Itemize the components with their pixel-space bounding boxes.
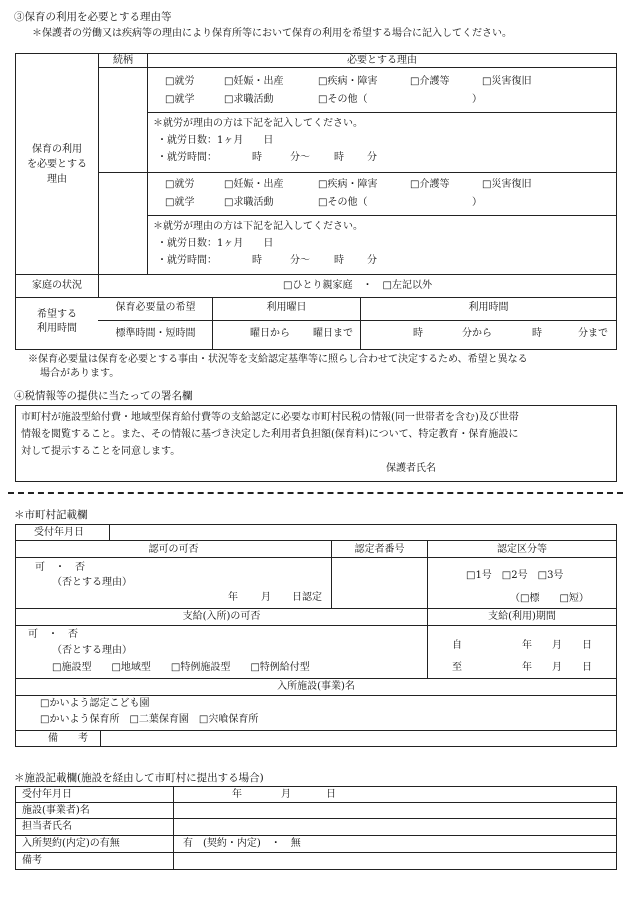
opt-study-2[interactable]: □就学 bbox=[165, 197, 195, 208]
wish-header-time: 利用時間 bbox=[468, 302, 509, 313]
certifier-header: 認定者番号 bbox=[354, 544, 405, 555]
period-unit: 年 bbox=[522, 640, 532, 651]
admit-header: 支給(入所)の可否 bbox=[182, 611, 261, 622]
period-unit: 日 bbox=[582, 662, 592, 673]
facility-option-row2[interactable]: □かいよう保育所 □二葉保育園 □宍喰保育所 bbox=[40, 714, 259, 725]
opt-disaster-2[interactable]: □災害復旧 bbox=[482, 179, 532, 190]
period-header: 支給(利用)期間 bbox=[488, 611, 556, 622]
opt-jobseek-2[interactable]: □求職活動 bbox=[224, 197, 274, 208]
footnote-line2: 場合があります。 bbox=[40, 368, 120, 379]
opt-other-2[interactable]: □その他（ bbox=[318, 197, 368, 208]
wish-label-line1: 希望する bbox=[37, 309, 77, 320]
wish-label-line2: 利用時間 bbox=[37, 323, 77, 334]
left-label-line3: 理由 bbox=[47, 174, 67, 185]
consent-line3: 対して提示することを同意します。 bbox=[21, 446, 181, 457]
inst-row-label: 担当者氏名 bbox=[22, 821, 72, 832]
opt-study-1[interactable]: □就学 bbox=[165, 94, 195, 105]
facility-type-options[interactable]: □施設型 □地域型 □特例施設型 □特例給付型 bbox=[52, 662, 310, 673]
inst-date-unit: 月 bbox=[281, 789, 291, 800]
city-section-title: ＊市町村記載欄 bbox=[14, 509, 88, 521]
approval-date-unit: 日認定 bbox=[292, 592, 322, 603]
period-from: 自 bbox=[452, 640, 462, 651]
header-relationship: 続柄 bbox=[113, 55, 133, 66]
admit-yes-no[interactable]: 可 ・ 否 bbox=[28, 629, 78, 640]
family-options[interactable]: □ひとり親家庭 ・ □左記以外 bbox=[283, 280, 432, 291]
opt-pregnancy-2[interactable]: □妊娠・出産 bbox=[224, 179, 284, 190]
institution-section-title: ＊施設記載欄(施設を経由して市町村に提出する場合) bbox=[14, 772, 264, 784]
work-hours-unit: 時 bbox=[252, 255, 262, 266]
approval-date-unit: 年 bbox=[228, 592, 238, 603]
wish-days-to: 曜日まで bbox=[313, 328, 353, 339]
opt-jobseek-1[interactable]: □求職活動 bbox=[224, 94, 274, 105]
admit-reject-reason: （否とする理由） bbox=[52, 645, 132, 656]
approval-yes-no[interactable]: 可 ・ 否 bbox=[35, 562, 85, 573]
work-hours-unit: 時 bbox=[334, 255, 344, 266]
opt-care-1[interactable]: □介護等 bbox=[410, 76, 450, 87]
opt-other-1[interactable]: □その他（ bbox=[318, 94, 368, 105]
work-days-2: ・就労日数：1ヶ月 日 bbox=[157, 238, 274, 249]
work-hours-unit: 分～ bbox=[290, 255, 310, 266]
work-note-1: ＊就労が理由の方は下記を記入してください。 bbox=[153, 118, 363, 129]
inst-date-unit: 日 bbox=[326, 789, 336, 800]
opt-illness-1[interactable]: □疾病・障害 bbox=[318, 76, 378, 87]
wish-time-unit: 分から bbox=[462, 328, 492, 339]
section3-note: ＊保護者の労働又は疾病等の理由により保育所等において保育の利用を希望する場合に記入してください。 bbox=[32, 28, 512, 39]
family-label: 家庭の状況 bbox=[32, 280, 82, 291]
opt-other-close-1: ） bbox=[472, 94, 482, 105]
work-hours-label-1: ・就労時間： bbox=[157, 152, 217, 163]
work-hours-unit: 分 bbox=[367, 152, 377, 163]
opt-other-close-2: ） bbox=[472, 197, 482, 208]
wish-time-unit: 時 bbox=[532, 328, 542, 339]
section3-title: ③保育の利用を必要とする理由等 bbox=[14, 11, 172, 23]
opt-work-1[interactable]: □就労 bbox=[165, 76, 195, 87]
category-header: 認定区分等 bbox=[497, 544, 547, 555]
opt-pregnancy-1[interactable]: □妊娠・出産 bbox=[224, 76, 284, 87]
work-note-2: ＊就労が理由の方は下記を記入してください。 bbox=[153, 221, 363, 232]
wish-header-days: 利用曜日 bbox=[266, 302, 307, 313]
contract-status-value[interactable]: 有 (契約・内定) ・ 無 bbox=[183, 838, 301, 849]
period-to: 至 bbox=[452, 662, 462, 673]
facility-option-row1[interactable]: □かいよう認定こども園 bbox=[40, 698, 150, 709]
cut-line bbox=[8, 492, 623, 494]
work-hours-unit: 時 bbox=[334, 152, 344, 163]
category-sub-options[interactable]: （□標 □短） bbox=[510, 593, 589, 604]
category-options[interactable]: □1号 □2号 □3号 bbox=[466, 570, 564, 581]
city-received-label: 受付年月日 bbox=[34, 527, 84, 538]
consent-line2: 情報を閲覧すること。また、その情報に基づき決定した利用者負担額(保育料)について、特定教育・保育施設に bbox=[21, 429, 519, 440]
inst-row-label: 受付年月日 bbox=[22, 789, 72, 800]
work-hours-unit: 分 bbox=[367, 255, 377, 266]
footnote-line1: ※保育必要量は保育を必要とする事由・状況等を支給認定基準等に照らし合わせて決定するため、希望と異なる bbox=[28, 354, 528, 365]
period-unit: 月 bbox=[552, 640, 562, 651]
wish-amount-value[interactable]: 標準時間・短時間 bbox=[115, 328, 196, 339]
left-label-line2: を必要とする bbox=[27, 159, 87, 170]
period-unit: 日 bbox=[582, 640, 592, 651]
consent-line1: 市町村が施設型給付費・地域型保育給付費等の支給認定に必要な市町村民税の情報(同一世帯者を含む)及び世帯 bbox=[21, 412, 519, 423]
opt-care-2[interactable]: □介護等 bbox=[410, 179, 450, 190]
inst-row-label: 施設(事業者)名 bbox=[22, 805, 90, 816]
city-remarks-label: 備 考 bbox=[48, 733, 88, 744]
header-reason: 必要とする理由 bbox=[347, 55, 417, 66]
left-label-line1: 保育の利用 bbox=[32, 144, 82, 155]
facility-name-header: 入所施設(事業)名 bbox=[277, 681, 355, 692]
opt-illness-2[interactable]: □疾病・障害 bbox=[318, 179, 378, 190]
guardian-name-label[interactable]: 保護者氏名 bbox=[386, 463, 436, 474]
section4-title: ④税情報等の提供に当たっての署名欄 bbox=[14, 390, 193, 402]
opt-disaster-1[interactable]: □災害復旧 bbox=[482, 76, 532, 87]
inst-row-label: 備考 bbox=[22, 855, 42, 866]
period-unit: 月 bbox=[552, 662, 562, 673]
opt-work-2[interactable]: □就労 bbox=[165, 179, 195, 190]
work-hours-unit: 時 bbox=[252, 152, 262, 163]
institution-table bbox=[15, 786, 617, 870]
wish-header-amount: 保育必要量の希望 bbox=[115, 302, 196, 313]
work-hours-label-2: ・就労時間： bbox=[157, 255, 217, 266]
approval-reject-reason: （否とする理由） bbox=[52, 577, 132, 588]
approval-date-unit: 月 bbox=[261, 592, 271, 603]
period-unit: 年 bbox=[522, 662, 532, 673]
inst-date-unit: 年 bbox=[232, 789, 242, 800]
inst-row-label: 入所契約(内定)の有無 bbox=[22, 838, 120, 849]
wish-time-unit: 分まで bbox=[578, 328, 608, 339]
work-days-1: ・就労日数：1ヶ月 日 bbox=[157, 135, 274, 146]
wish-time-unit: 時 bbox=[413, 328, 423, 339]
approval-header: 認可の可否 bbox=[148, 544, 199, 555]
work-hours-unit: 分～ bbox=[290, 152, 310, 163]
wish-days-from: 曜日から bbox=[250, 328, 290, 339]
